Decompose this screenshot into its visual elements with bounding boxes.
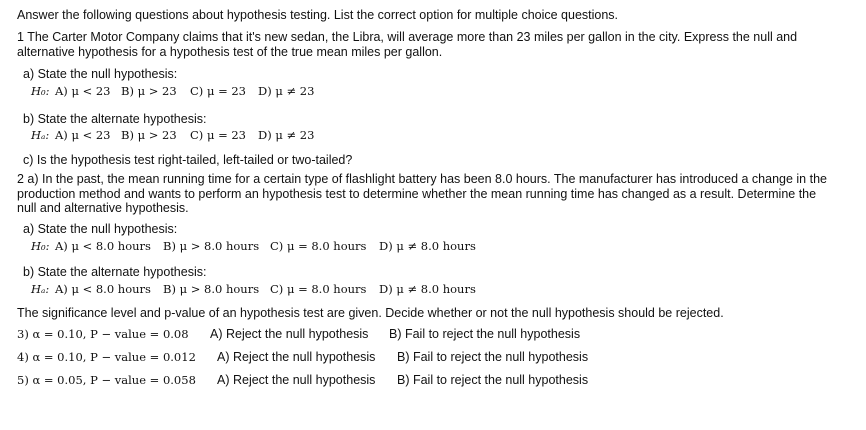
q2-a-option-a: A) μ < 8.0 hours <box>55 239 151 253</box>
q2-a-option-c: C) μ = 8.0 hours <box>270 239 367 253</box>
q4-option-a: A) Reject the null hypothesis <box>217 350 376 364</box>
q1-b-option-b: B) μ > 23 <box>121 128 177 142</box>
q5-option-b: B) Fail to reject the null hypothesis <box>397 373 589 387</box>
q1-text: 1 The Carter Motor Company claims that it's new sedan, the Libra, will average more than 23 miles per gallon in the city. Express the null and alternative hypothesis for a hypothesis test of the true mean miles per gallon. <box>17 30 798 59</box>
q4-row <box>17 350 717 366</box>
q1-a-label: H₀: <box>31 84 50 98</box>
q2-b-option-a: A) μ < 8.0 hours <box>55 282 151 296</box>
q1-b-options <box>17 128 417 144</box>
q1-a-option-c: C) μ = 23 <box>190 84 246 98</box>
instructions: Answer the following questions about hypothesis testing. List the correct option for multiple choice questions. <box>17 8 619 22</box>
q1-b-prompt: b) State the alternate hypothesis: <box>23 112 207 126</box>
q1-a-option-a: A) μ < 23 <box>55 84 111 98</box>
q1-b-label: Hₐ: <box>31 128 50 142</box>
q2-text: 2 a) In the past, the mean running time for a certain type of flashlight battery has been 8.0 hours. The manufacturer has introduced a change in the production method and wants to perform an hypothesis test to determine whether the mean running time has changed as a result. Determine the null and alternative hypothesis. <box>17 172 827 215</box>
q2-b-label: Hₐ: <box>31 282 50 296</box>
significance-intro: The significance level and p-value of an hypothesis test are given. Decide whether or not the null hypothesis should be rejected. <box>17 306 724 320</box>
q2-a-options <box>17 239 537 255</box>
q2-b-options <box>17 282 537 298</box>
q3-row <box>17 327 717 343</box>
q2-b-option-b: B) μ > 8.0 hours <box>163 282 260 296</box>
q2-a-prompt: a) State the null hypothesis: <box>23 222 178 236</box>
q3-stat: 3) α = 0.10, P − value = 0.08 <box>17 327 189 341</box>
q2-a-option-b: B) μ > 8.0 hours <box>163 239 260 253</box>
q1-a-option-d: D) μ ≠ 23 <box>258 84 315 98</box>
q2-a-label: H₀: <box>31 239 50 253</box>
q1-b-option-a: A) μ < 23 <box>55 128 111 142</box>
q1-a-option-b: B) μ > 23 <box>121 84 177 98</box>
q1-b-option-c: C) μ = 23 <box>190 128 246 142</box>
q4-option-b: B) Fail to reject the null hypothesis <box>397 350 589 364</box>
q2-b-prompt: b) State the alternate hypothesis: <box>23 265 207 279</box>
q5-option-a: A) Reject the null hypothesis <box>217 373 376 387</box>
q3-option-a: A) Reject the null hypothesis <box>210 327 369 341</box>
q1-a-prompt: a) State the null hypothesis: <box>23 67 178 81</box>
q3-option-b: B) Fail to reject the null hypothesis <box>389 327 581 341</box>
q5-stat: 5) α = 0.05, P − value = 0.058 <box>17 373 196 387</box>
q5-row <box>17 373 717 389</box>
q2-b-option-d: D) μ ≠ 8.0 hours <box>379 282 476 296</box>
q2-a-option-d: D) μ ≠ 8.0 hours <box>379 239 476 253</box>
q1-c-prompt: c) Is the hypothesis test right-tailed, left-tailed or two-tailed? <box>23 153 353 167</box>
q1-a-options <box>17 84 417 100</box>
q2-b-option-c: C) μ = 8.0 hours <box>270 282 367 296</box>
q1-b-option-d: D) μ ≠ 23 <box>258 128 315 142</box>
q4-stat: 4) α = 0.10, P − value = 0.012 <box>17 350 196 364</box>
